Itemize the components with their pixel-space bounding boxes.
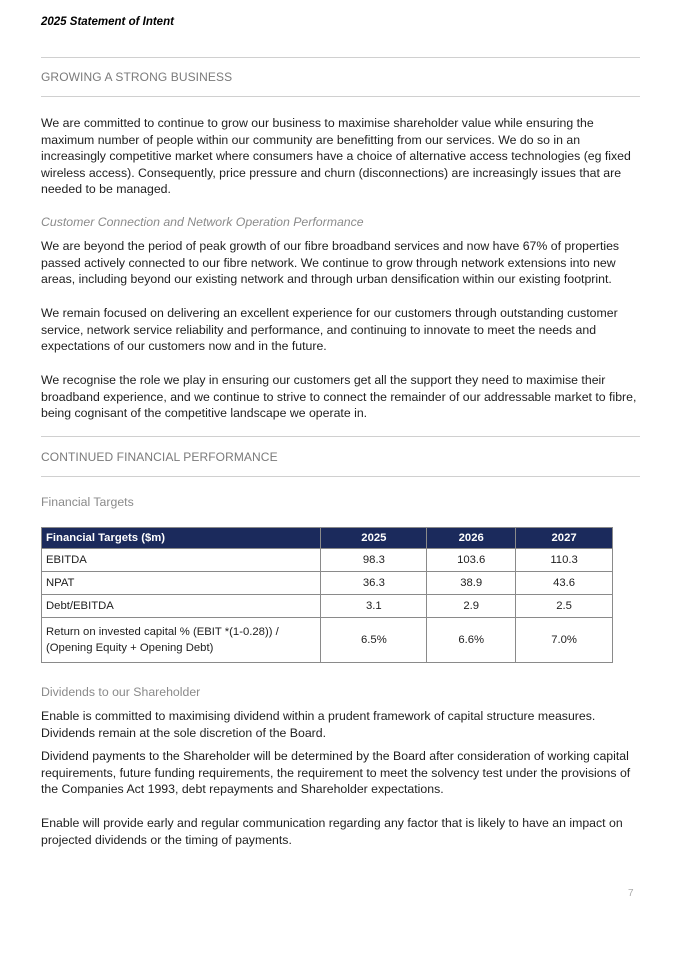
row-label: EBITDA [42,549,321,572]
customer-paragraph-1: We are beyond the period of peak growth of our fibre broadband services and now have 67% of properties passed actively connected to our fibre network. We continue to grow through network extensions into new areas, including beyond our existing network and through urban densification within our existing footprint. [41,239,620,287]
table-cell: 7.0% [516,618,613,663]
financial-targets-subheading: Financial Targets [41,495,134,509]
table-row [42,572,613,595]
dividends-subheading: Dividends to our Shareholder [41,685,201,699]
document-header-title: 2025 Statement of Intent [41,16,174,28]
table-cell: 6.6% [427,618,516,663]
table-cell: 43.6 [516,572,613,595]
growing-intro-paragraph: We are committed to continue to grow our business to maximise shareholder value while ensuring the maximum number of people within our community are benefitting from our services. We do so in an increasingly competitive market where consumers have a choice of alternative access technologies (eg fixed wireless access). Consequently, price pressure and churn (disconnections) are increasingly issues that are needed to be managed. [41,116,631,197]
table-header-cell: 2025 [321,528,427,549]
section-heading-growing: GROWING A STRONG BUSINESS [41,70,233,84]
table-cell: 110.3 [516,549,613,572]
dividends-paragraph-1: Enable is committed to maximising dividend within a prudent framework of capital structure measures. Dividends remain at the sole discretion of the Board. [41,709,596,740]
section-divider-top [41,436,640,437]
table-header-cell: 2027 [516,528,613,549]
dividends-paragraph-2: Dividend payments to the Shareholder will be determined by the Board after consideration of working capital requirements, future funding requirements, the requirement to meet the solvency test under the provisions of the Companies Act 1993, debt repayments and Shareholder expectations. [41,749,631,797]
table-row [42,595,613,618]
row-label: NPAT [42,572,321,595]
table-cell: 2.5 [516,595,613,618]
table-row [42,618,613,663]
table-cell: 2.9 [427,595,516,618]
customer-paragraph-3: We recognise the role we play in ensuring our customers get all the support they need to maximise their broadband experience, and we continue to strive to connect the remainder of our addressable market to fibre, being cognisant of the competitive landscape we operate in. [41,373,637,421]
table-header-cell: Financial Targets ($m) [42,528,321,549]
financial-targets-table [41,527,613,663]
table-cell: 103.6 [427,549,516,572]
row-label [42,618,321,663]
table-cell: 6.5% [321,618,427,663]
page-number: 7 [628,888,634,899]
section-divider-top [41,57,640,58]
row-label-line: (Opening Equity + Opening Debt) [46,642,214,654]
table-header-cell: 2026 [427,528,516,549]
dividends-paragraph-3: Enable will provide early and regular communication regarding any factor that is likely to have an impact on projected dividends or the timing of payments. [41,816,623,847]
table-header-row [42,528,613,549]
customer-connection-subheading: Customer Connection and Network Operation Performance [41,215,364,229]
table-cell: 36.3 [321,572,427,595]
table-row [42,549,613,572]
section-divider-bottom [41,476,640,477]
row-label-line: Return on invested capital % (EBIT *(1-0.28)) / [46,626,279,638]
section-divider-bottom [41,96,640,97]
section-heading-financial: CONTINUED FINANCIAL PERFORMANCE [41,450,278,464]
table-cell: 3.1 [321,595,427,618]
customer-paragraph-2: We remain focused on delivering an excellent experience for our customers through outstanding customer service, network service reliability and performance, and continuing to innovate to meet the needs and expectations of our customers now and in the future. [41,306,618,354]
table-cell: 38.9 [427,572,516,595]
row-label: Debt/EBITDA [42,595,321,618]
table-cell: 98.3 [321,549,427,572]
